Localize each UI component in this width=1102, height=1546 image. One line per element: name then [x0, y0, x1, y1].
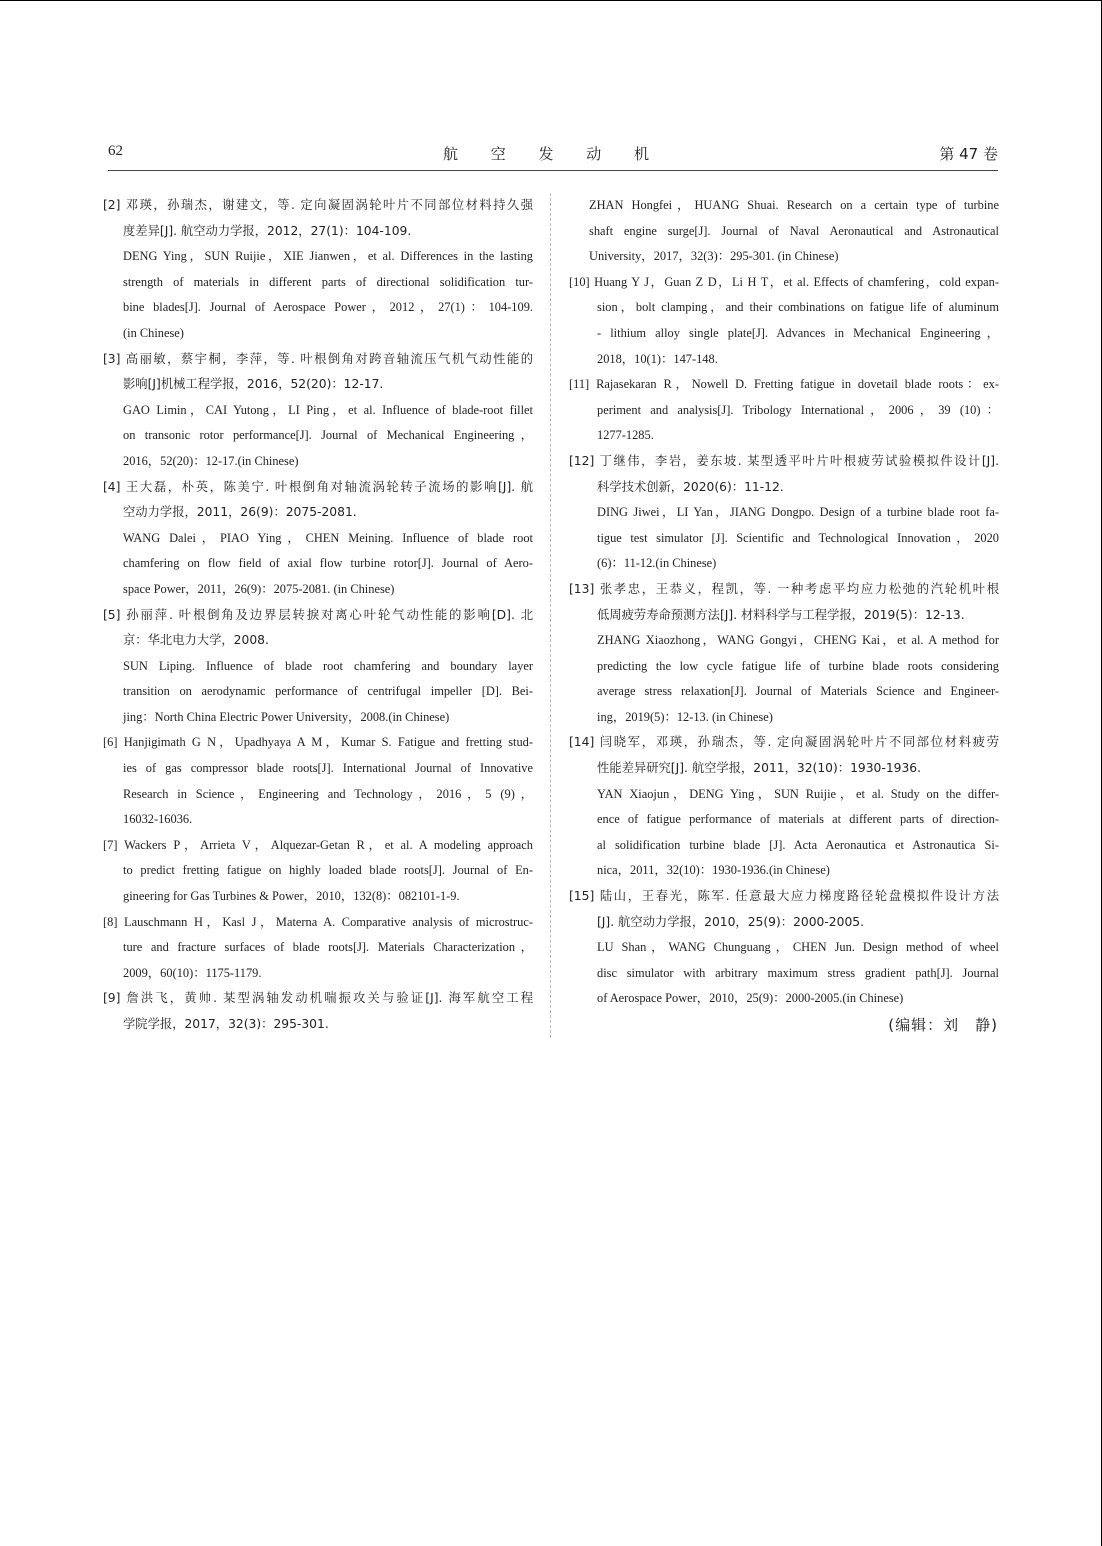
- reference-line: ZHANG Xiaozhong，WANG Gongyi，CHENG Kai，et al. A method for: [597, 633, 999, 648]
- reference-line: [J]. 航空动力学报，2010，25(9)：2000-2005.: [597, 914, 865, 929]
- reference-line: 2018，10(1)：147-148.: [597, 351, 718, 366]
- reference-line: 16032-16036.: [123, 812, 193, 827]
- reference-line: ing，2019(5)：12-13. (in Chinese): [597, 709, 773, 724]
- reference-line: sion，bolt clamping，and their combinations on fatigue life of aluminum: [597, 300, 999, 315]
- volume-label: 第 47 卷: [939, 145, 998, 163]
- column-divider: [550, 193, 551, 1038]
- reference-line: [6] Hanjigimath G N，Upadhyaya A M，Kumar S. Fatigue and fretting stud-: [103, 735, 533, 750]
- reference-entry: [103, 603, 533, 731]
- reference-line: [7] Wackers P，Arrieta V，Alquezar-Getan R，et al. A modeling approach: [103, 837, 533, 852]
- reference-line: (6)：11-12.(in Chinese): [597, 556, 717, 571]
- reference-line: 性能差异研究[J]. 航空学报，2011，32(10)：1930-1936.: [597, 761, 922, 776]
- reference-line: gineering for Gas Turbines & Power，2010，132(8)：082101-1-9.: [123, 889, 460, 904]
- running-header: [108, 143, 998, 165]
- reference-line: ture and fracture surfaces of blade roots[J]. Materials Characterization，: [123, 940, 533, 955]
- reference-line: 1277-1285.: [597, 428, 654, 443]
- reference-line: tigue test simulator [J]. Scientific and Technological Innovation，2020: [597, 530, 999, 545]
- journal-title: 航 空 发 动 机: [442, 145, 664, 163]
- reference-line: on transonic rotor performance[J]. Journal of Mechanical Engineering，: [123, 428, 533, 443]
- reference-line: [8] Lauschmann H，Kasl J，Materna A. Comparative analysis of microstruc-: [103, 914, 533, 929]
- reference-line: [2] 邓瑛，孙瑞杰，谢建文，等. 定向凝固涡轮叶片不同部位材料持久强: [103, 198, 533, 212]
- reference-line: Research in Science，Engineering and Technology，2016，5 (9)，: [123, 786, 533, 801]
- reference-entry: [103, 986, 533, 1037]
- reference-line: [12] 丁继伟，李岩，姜东坡. 某型透平叶片叶根疲劳试验模拟件设计[J].: [569, 453, 999, 468]
- reference-line: disc simulator with arbitrary maximum stress gradient path[J]. Journal: [597, 965, 999, 980]
- reference-entry: [569, 730, 999, 884]
- reference-line: University，2017，32(3)：295-301. (in Chinese): [589, 249, 839, 264]
- reference-entry: [569, 577, 999, 731]
- reference-line: ZHAN Hongfei，HUANG Shuai. Research on a certain type of turbine: [589, 198, 999, 212]
- reference-line: transition on aerodynamic performance of centrifugal impeller [D]. Bei-: [123, 684, 533, 699]
- reference-line: YAN Xiaojun，DENG Ying，SUN Ruijie，et al. Study on the differ-: [597, 786, 999, 801]
- reference-entry: [103, 475, 533, 603]
- reference-line: [4] 王大磊，朴英，陈美宁. 叶根倒角对轴流涡轮转子流场的影响[J]. 航: [103, 479, 533, 494]
- reference-line: [14] 闫晓军，邓瑛，孙瑞杰，等. 定向凝固涡轮叶片不同部位材料疲劳: [569, 735, 999, 750]
- reference-line: [5] 孙丽萍. 叶根倒角及边界层转捩对离心叶轮气动性能的影响[D]. 北: [103, 607, 533, 622]
- reference-line: LU Shan，WANG Chunguang，CHEN Jun. Design method of wheel: [597, 940, 999, 955]
- reference-line: chamfering on flow field of axial flow turbine rotor[J]. Journal of Aero-: [123, 556, 533, 571]
- reference-line: WANG Dalei，PIAO Ying，CHEN Meining. Influence of blade root: [123, 530, 533, 545]
- reference-entry: [103, 730, 533, 832]
- reference-line: average stress relaxation[J]. Journal of Materials Science and Engineer-: [597, 684, 999, 699]
- reference-line: SUN Liping. Influence of blade root chamfering and boundary layer: [123, 658, 533, 673]
- reference-line: GAO Limin，CAI Yutong，LI Ping，et al. Influence of blade-root fillet: [123, 402, 533, 417]
- reference-line: 空动力学报，2011，26(9)：2075-2081.: [123, 505, 357, 520]
- reference-line: - lithium alloy single plate[J]. Advances in Mechanical Engineering，: [597, 325, 999, 340]
- reference-line: 2016，52(20)：12-17.(in Chinese): [123, 453, 299, 468]
- reference-entry: [103, 193, 533, 347]
- reference-entry: [103, 910, 533, 987]
- reference-line: [10] Huang Y J，Guan Z D，Li H T，et al. Effects of chamfering，cold expan-: [569, 274, 999, 289]
- reference-entry: [103, 833, 533, 910]
- reference-line: ies of gas compressor blade roots[J]. International Journal of Innovative: [123, 761, 533, 776]
- reference-line: 影响[J]机械工程学报，2016，52(20)：12-17.: [123, 377, 384, 392]
- reference-line: periment and analysis[J]. Tribology International，2006，39 (10)：: [597, 402, 999, 417]
- reference-entry: [103, 347, 533, 475]
- reference-line: shaft engine surge[J]. Journal of Naval Aeronautical and Astronautical: [589, 223, 999, 238]
- reference-entry: [569, 270, 999, 372]
- reference-line: of Aerospace Power，2010，25(9)：2000-2005.(in Chinese): [597, 991, 904, 1006]
- reference-line: 2009，60(10)：1175-1179.: [123, 965, 262, 980]
- page-border-top: [0, 0, 1102, 1]
- reference-line: to predict fretting fatigue on highly loaded blade roots[J]. Journal of En-: [123, 863, 533, 878]
- reference-line: 低周疲劳寿命预测方法[J]. 材料科学与工程学报，2019(5)：12-13.: [597, 607, 965, 622]
- reference-entry: [569, 193, 999, 270]
- reference-line: 科学技术创新，2020(6)：11-12.: [597, 479, 784, 494]
- reference-line: 学院学报，2017，32(3)：295-301.: [123, 1017, 329, 1031]
- reference-line: [11] Rajasekaran R，Nowell D. Fretting fatigue in dovetail blade roots：ex-: [569, 377, 999, 392]
- references-right-column: [569, 193, 999, 1012]
- reference-line: [15] 陆山，王春光，陈军. 任意最大应力梯度路径轮盘模拟件设计方法: [569, 889, 999, 904]
- reference-entry: [569, 884, 999, 1012]
- reference-line: [13] 张孝忠，王恭义，程凯，等. 一种考虑平均应力松弛的汽轮机叶根: [569, 581, 999, 596]
- reference-line: strength of materials in different parts of directional solidification tur-: [123, 274, 533, 289]
- reference-line: predicting the low cycle fatigue life of turbine blade roots considering: [597, 658, 999, 673]
- reference-line: [3] 高丽敏，蔡宇桐，李萍，等. 叶根倒角对跨音轴流压气机气动性能的: [103, 351, 533, 366]
- reference-line: al solidification turbine blade [J]. Acta Aeronautica et Astronautica Si-: [597, 837, 999, 852]
- references-left-column: [103, 193, 533, 1038]
- reference-line: space Power，2011，26(9)：2075-2081. (in Chinese): [123, 581, 395, 596]
- reference-line: ence of fatigue performance of materials at different parts of direction-: [597, 812, 999, 827]
- reference-entry: [569, 449, 999, 577]
- reference-line: DENG Ying，SUN Ruijie，XIE Jianwen，et al. Differences in the lasting: [123, 249, 533, 264]
- reference-line: bine blades[J]. Journal of Aerospace Power，2012，27(1)：104-109.: [123, 300, 533, 315]
- reference-line: (in Chinese): [123, 325, 184, 340]
- reference-line: DING Jiwei，LI Yan，JIANG Dongpo. Design of a turbine blade root fa-: [597, 505, 999, 520]
- reference-line: 京：华北电力大学，2008.: [123, 633, 269, 648]
- page-number: 62: [108, 143, 123, 159]
- reference-line: nica，2011，32(10)：1930-1936.(in Chinese): [597, 863, 830, 878]
- editor-credit: (编辑：刘 静): [888, 1016, 998, 1034]
- reference-line: [9] 詹洪飞，黄帅. 某型涡轴发动机喘振攻关与验证[J]. 海军航空工程: [103, 991, 533, 1006]
- reference-line: 度差异[J]. 航空动力学报，2012，27(1)：104-109.: [123, 223, 412, 238]
- header-rule: [108, 170, 998, 171]
- reference-line: jing：North China Electric Power University，2008.(in Chinese): [123, 709, 450, 724]
- reference-entry: [569, 372, 999, 449]
